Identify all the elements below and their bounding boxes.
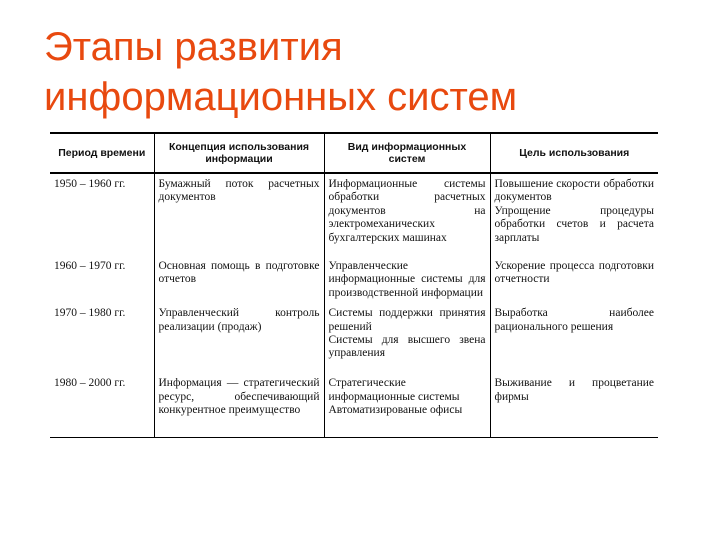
stages-table-container [50,132,658,438]
cell-systems-item: Автоматизированые офисы [328,404,463,417]
cell-systems [324,256,490,303]
cell-goal-item: Повышение скорости обработки документов [494,178,654,204]
cell-period: 1980 – 2000 гг. [50,373,154,437]
cell-concept: Управленческий контроль реализации (продаж) [154,303,324,373]
table-row [50,373,658,437]
table-header-row [50,133,658,173]
cell-systems-item: Управленческие информационные системы для производственной информации [328,260,486,299]
cell-goal [490,173,658,256]
header-systems: Вид информационных систем [324,133,490,173]
cell-systems-item: Стратегические информационные системы [328,377,460,403]
cell-goal [490,303,658,373]
cell-systems-item: Информационные системы обработки расчетных документов на электромеханических бухгалтерских машинах [328,178,486,244]
cell-goal [490,256,658,303]
cell-goal [490,373,658,437]
header-period: Период времени [50,133,154,173]
cell-period: 1950 – 1960 гг. [54,178,126,190]
cell-concept: Бумажный поток расчетных документов [154,173,324,256]
slide-title-line-1: Этапы развития [44,25,343,69]
cell-goal-item: Ускорение процесса подготовки отчетности [494,260,654,286]
slide-title-line-2: информационных систем [44,75,518,119]
cell-goal-item: Упрощение процедуры обработки счетов и расчета зарплаты [494,204,654,244]
cell-concept: Основная помощь в подготовке отчетов [154,256,324,303]
cell-systems [324,373,490,437]
cell-period: 1970 – 1980 гг. [54,307,126,320]
stages-table [50,132,658,438]
table-row [50,303,658,373]
cell-goal-item: Выработка наиболее рационального решения [494,307,654,333]
slide-title [44,22,517,122]
cell-systems [324,303,490,373]
table-row [50,256,658,303]
header-concept: Концепция использования информации [154,133,324,173]
cell-systems-item: Системы поддержки принятия решений [328,307,486,333]
cell-period: 1960 – 1970 гг. [54,260,126,272]
header-goal: Цель использования [490,133,658,173]
table-row [50,173,658,256]
cell-systems [324,173,490,256]
cell-systems-item: Системы для высшего звена управления [328,334,486,360]
cell-concept: Информация — стратегический ресурс, обеспечивающий конкурентное преимущество [154,373,324,437]
cell-goal-item: Выживание и процветание фирмы [494,377,654,403]
